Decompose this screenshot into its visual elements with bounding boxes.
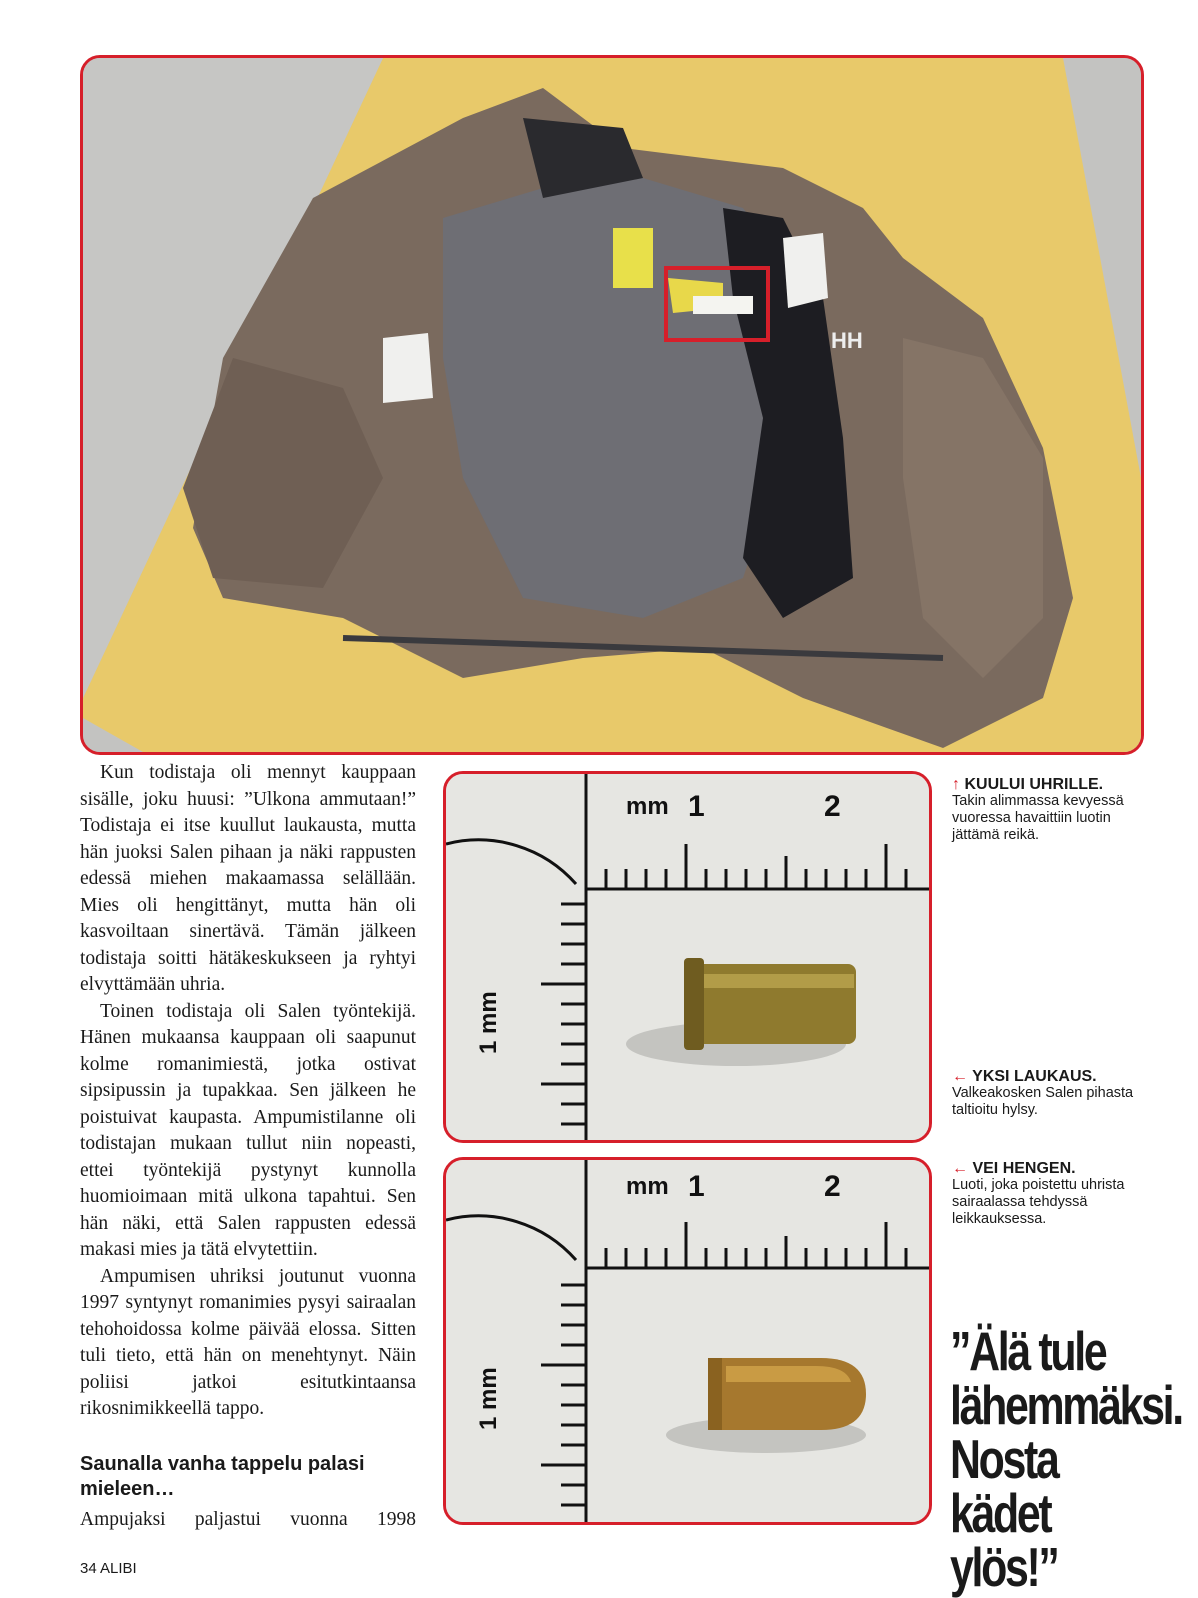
pull-quote: ”Älä tule lähemmäksi. Nosta kädet ylös!”: [950, 1320, 1182, 1598]
casing-photo: [443, 771, 932, 1143]
left-arrow-icon: ←: [952, 1160, 968, 1177]
casing-scale-unit: mm: [626, 793, 669, 820]
caption-title: VEI HENGEN.: [972, 1160, 1076, 1177]
article-body: [80, 760, 416, 1423]
bullet-photo: [443, 1157, 932, 1525]
caption-title: KUULUI UHRILLE.: [964, 776, 1104, 793]
bullet-scale-two: 2: [824, 1170, 841, 1203]
caption-casing: [952, 1068, 1152, 1119]
up-arrow-icon: ↑: [952, 776, 960, 793]
bullet-scale-one: 1: [688, 1170, 705, 1203]
caption-text: Luoti, joka poistettu uhrista sairaalassa tehdyssä leikkauksessa.: [952, 1177, 1125, 1227]
casing-scale-two: 2: [824, 790, 841, 823]
page-folio: 34 ALIBI: [80, 1560, 137, 1577]
body-paragraph: Kun todistaja oli mennyt kauppaan sisälle, joku huusi: ”Ulkona ammutaan!” Todistaja ei itse kuullut laukausta, mutta hän juoksi Salen pihaan ja näki rappusten edessä miehen makaamassa selällään. Mies oli hengittänyt, mutta hän oli kasvoiltaan sinertävä. Tämän jälkeen todistaja soitti hätäkeskukseen ja ryhtyi elvyttämään uhria.: [80, 762, 416, 995]
left-arrow-icon: ←: [952, 1068, 968, 1085]
article-continuation: Ampujaksi paljastui vuonna 1998: [80, 1509, 416, 1530]
bullet-illustration: [446, 1160, 929, 1522]
caption-text: Takin alimmassa kevyessä vuoressa havaittiin luotin jättämä reikä.: [952, 793, 1124, 843]
body-paragraph: Ampumisen uhriksi joutunut vuonna 1997 syntynyt romanimies pysyi sairaalan tehohoidossa kolme päivää elossa. Sitten tuli tieto, että hän on menehtynyt. Näin poliisi jatkoi esitutkintaansa rikosnimikkeellä tappo.: [80, 1265, 416, 1419]
casing-scale-one: 1: [688, 790, 705, 823]
caption-title: YKSI LAUKAUS.: [972, 1068, 1097, 1085]
jacket-brand-label: HH: [831, 328, 863, 353]
jacket-photo: [80, 55, 1144, 755]
body-paragraph: Toinen todistaja oli Salen työntekijä. Hänen mukaansa kauppaan oli saapunut kolme romanimiestä, jotka ostivat sipsipussin ja tupakkaa. Sen jälkeen he poistuivat kaupasta. Ampumistilanne oli todistajan mukaan tullut niin nopeasti, ettei työntekijä pystynyt kunnolla huomioimaan mitä ulkona tapahtui. Sen hän näki, että Salen rappusten edessä makasi mies ja tätä elvytettiin.: [80, 1000, 416, 1260]
casing-scale-vertical: 1 mm: [475, 991, 502, 1054]
bullet-scale-vertical: 1 mm: [475, 1367, 502, 1430]
caption-jacket: [952, 776, 1152, 844]
caption-bullet: [952, 1160, 1152, 1228]
bullet-scale-unit: mm: [626, 1173, 669, 1200]
casing-illustration: [446, 774, 929, 1140]
article-subheading: Saunalla vanha tappelu palasi mieleen…: [80, 1453, 365, 1500]
jacket-illustration: [83, 58, 1141, 752]
caption-text: Valkeakosken Salen pihasta taltioitu hylsy.: [952, 1085, 1134, 1118]
